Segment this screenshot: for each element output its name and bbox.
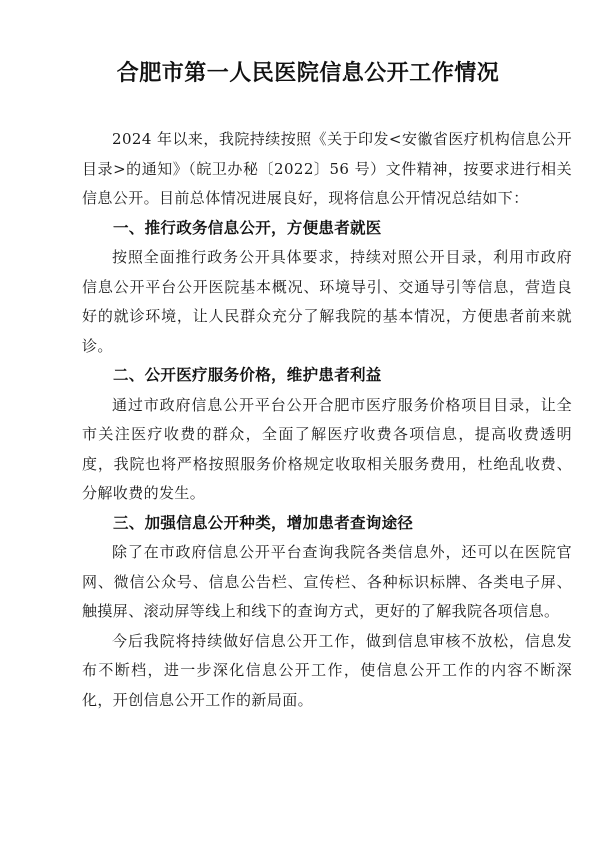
section-body-2: 通过市政府信息公开平台公开合肥市医疗服务价格项目目录，让全市关注医疗收费的群众，全面了解医疗收费各项信息，提高收费透明度，我院也将严格按照服务价格规定收取相关服务费用，杜绝乱收费、分解收费的发生。 — [82, 395, 572, 502]
section-heading-1: 一、推行政务信息公开，方便患者就医 — [113, 218, 382, 237]
intro-paragraph: 2024 年以来，我院持续按照《关于印发<安徽省医疗机构信息公开目录>的通知》（皖卫办秘〔2022〕56 号）文件精神，按要求进行相关信息公开。目前总体情况进展良好，现将信息公开情况总结如下： — [82, 130, 572, 207]
section-body-1: 按照全面推行政务公开具体要求，持续对照公开目录，利用市政府信息公开平台公开医院基本概况、环境导引、交通导引等信息，营造良好的就诊环境，让人民群众充分了解我院的基本情况，方便患者前来就诊。 — [82, 248, 572, 355]
section-heading-3: 三、加强信息公开种类，增加患者查询途径 — [113, 513, 414, 532]
document-body — [82, 125, 572, 715]
section-heading-2: 二、公开医疗服务价格，维护患者利益 — [113, 366, 382, 384]
section-body-3: 除了在市政府信息公开平台查询我院各类信息外，还可以在医院官网、微信公众号、信息公告栏、宣传栏、各种标识标牌、各类电子屏、触摸屏、滚动屏等线上和线下的查询方式，更好的了解我院各项信息。 — [82, 543, 572, 620]
page-title: 合肥市第一人民医院信息公开工作情况 — [116, 60, 500, 86]
closing-paragraph: 今后我院将持续做好信息公开工作，做到信息审核不放松，信息发布不断档，进一步深化信息公开工作，使信息公开工作的内容不断深化，开创信息公开工作的新局面。 — [82, 631, 572, 709]
